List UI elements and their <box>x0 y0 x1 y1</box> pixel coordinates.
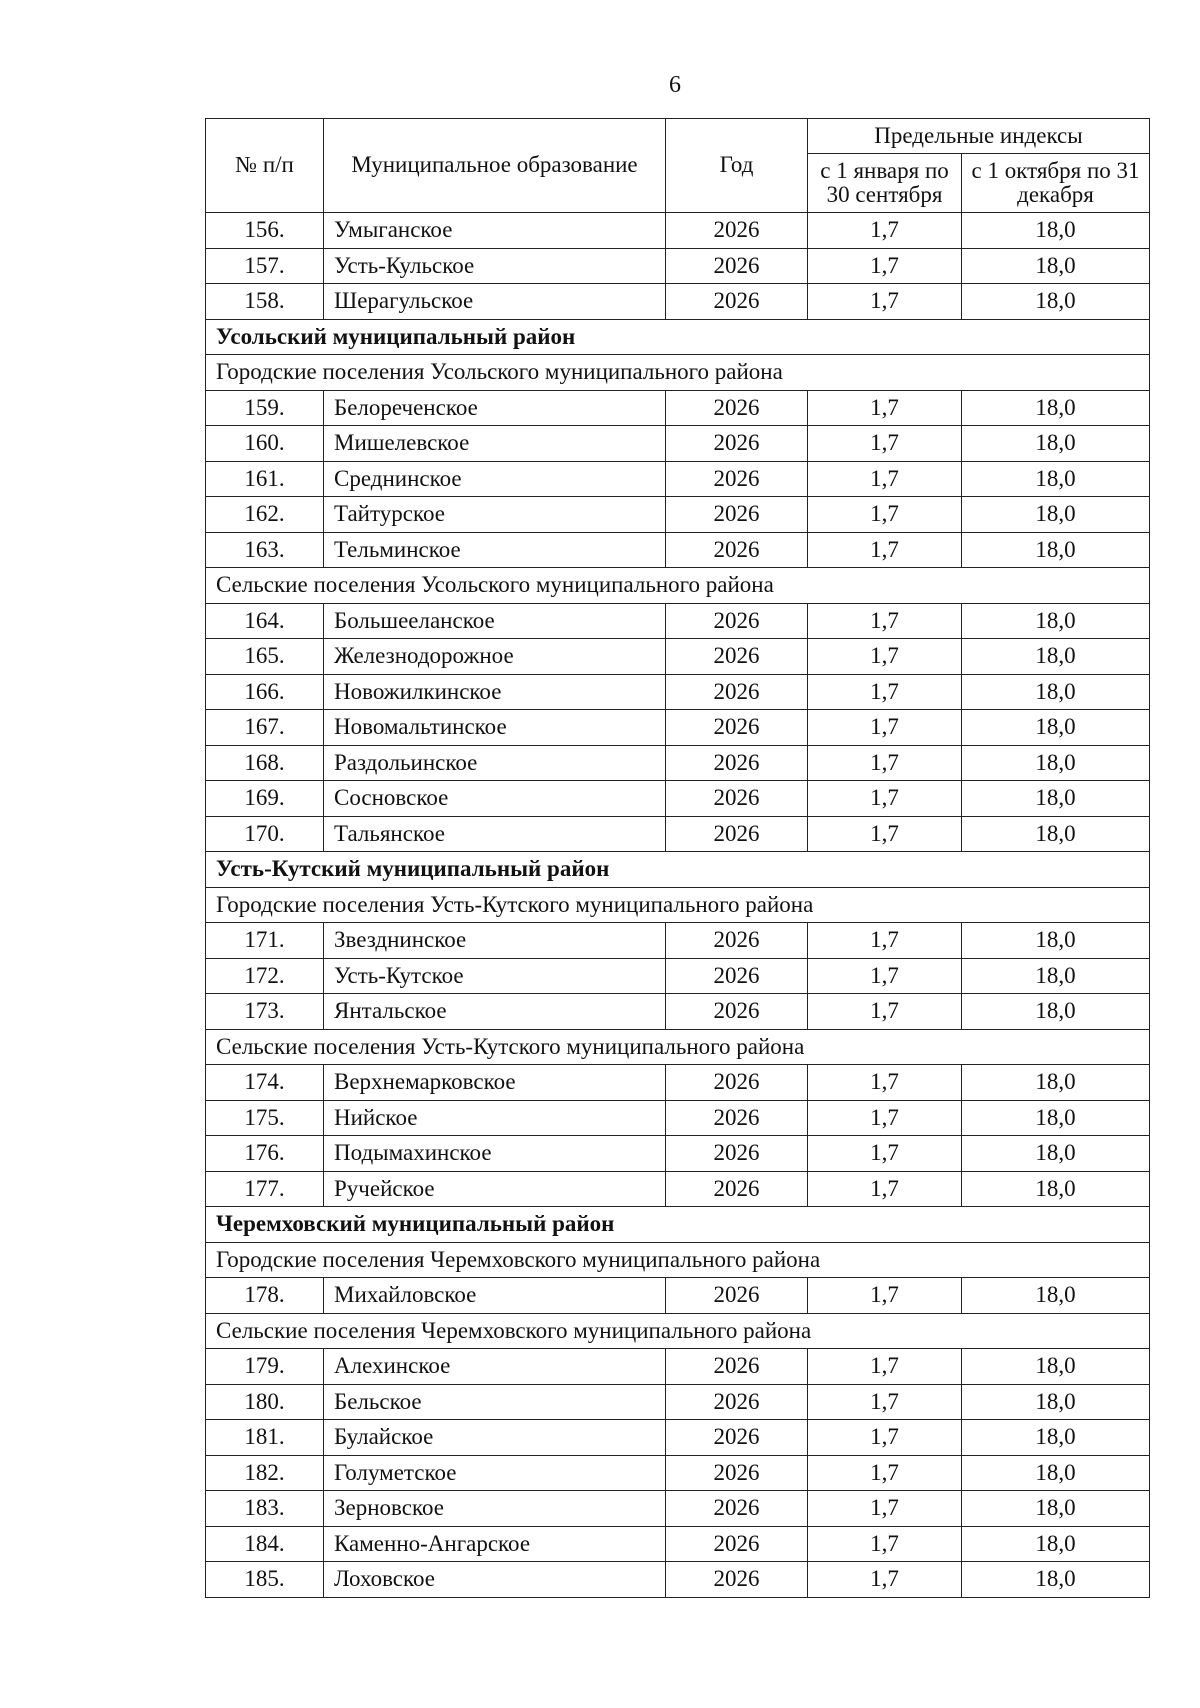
cell-year: 2026 <box>666 710 808 746</box>
cell-municipality: Звезднинское <box>324 923 666 959</box>
cell-num: 162. <box>206 497 324 533</box>
cell-index-q1-q3: 1,7 <box>808 1349 962 1385</box>
cell-num: 184. <box>206 1526 324 1562</box>
cell-num: 166. <box>206 674 324 710</box>
cell-municipality: Усть-Кульское <box>324 248 666 284</box>
cell-index-q1-q3: 1,7 <box>808 745 962 781</box>
cell-index-q4: 18,0 <box>962 1562 1150 1598</box>
cell-index-q1-q3: 1,7 <box>808 1384 962 1420</box>
cell-num: 167. <box>206 710 324 746</box>
cell-municipality: Новожилкинское <box>324 674 666 710</box>
cell-index-q1-q3: 1,7 <box>808 781 962 817</box>
cell-year: 2026 <box>666 1491 808 1527</box>
page-number: 6 <box>669 72 681 98</box>
cell-index-q4: 18,0 <box>962 1526 1150 1562</box>
cell-index-q4: 18,0 <box>962 1171 1150 1207</box>
header-period-1: с 1 января по 30 сентября <box>808 154 962 213</box>
cell-index-q4: 18,0 <box>962 958 1150 994</box>
cell-year: 2026 <box>666 1562 808 1598</box>
cell-num: 178. <box>206 1278 324 1314</box>
cell-municipality: Подымахинское <box>324 1136 666 1172</box>
cell-index-q4: 18,0 <box>962 248 1150 284</box>
cell-index-q4: 18,0 <box>962 674 1150 710</box>
cell-year: 2026 <box>666 781 808 817</box>
cell-index-q1-q3: 1,7 <box>808 958 962 994</box>
cell-index-q1-q3: 1,7 <box>808 923 962 959</box>
cell-year: 2026 <box>666 816 808 852</box>
cell-year: 2026 <box>666 1100 808 1136</box>
cell-index-q4: 18,0 <box>962 461 1150 497</box>
cell-num: 183. <box>206 1491 324 1527</box>
cell-num: 174. <box>206 1065 324 1101</box>
cell-index-q1-q3: 1,7 <box>808 1171 962 1207</box>
cell-num: 177. <box>206 1171 324 1207</box>
cell-year: 2026 <box>666 497 808 533</box>
cell-municipality: Тельминское <box>324 532 666 568</box>
cell-municipality: Мишелевское <box>324 426 666 462</box>
cell-index-q1-q3: 1,7 <box>808 461 962 497</box>
cell-num: 185. <box>206 1562 324 1598</box>
cell-municipality: Голуметское <box>324 1455 666 1491</box>
indices-table <box>205 118 1150 1598</box>
cell-index-q4: 18,0 <box>962 745 1150 781</box>
table-row <box>206 461 1150 497</box>
cell-index-q1-q3: 1,7 <box>808 710 962 746</box>
cell-index-q1-q3: 1,7 <box>808 1136 962 1172</box>
cell-index-q4: 18,0 <box>962 1349 1150 1385</box>
cell-year: 2026 <box>666 1278 808 1314</box>
cell-num: 156. <box>206 213 324 249</box>
district-row <box>206 319 1150 355</box>
cell-index-q4: 18,0 <box>962 1100 1150 1136</box>
cell-municipality: Сосновское <box>324 781 666 817</box>
cell-municipality: Михайловское <box>324 1278 666 1314</box>
cell-municipality: Булайское <box>324 1420 666 1456</box>
cell-num: 179. <box>206 1349 324 1385</box>
cell-municipality: Алехинское <box>324 1349 666 1385</box>
settlement-group-row <box>206 1313 1150 1349</box>
cell-num: 171. <box>206 923 324 959</box>
cell-year: 2026 <box>666 1526 808 1562</box>
settlement-group-row <box>206 887 1150 923</box>
table-row <box>206 497 1150 533</box>
cell-num: 170. <box>206 816 324 852</box>
cell-num: 160. <box>206 426 324 462</box>
table-header <box>206 119 1150 213</box>
cell-num: 157. <box>206 248 324 284</box>
cell-municipality: Среднинское <box>324 461 666 497</box>
cell-index-q4: 18,0 <box>962 426 1150 462</box>
cell-index-q1-q3: 1,7 <box>808 816 962 852</box>
cell-index-q1-q3: 1,7 <box>808 639 962 675</box>
cell-index-q1-q3: 1,7 <box>808 1455 962 1491</box>
table-row <box>206 213 1150 249</box>
cell-index-q1-q3: 1,7 <box>808 1562 962 1598</box>
cell-num: 169. <box>206 781 324 817</box>
cell-index-q1-q3: 1,7 <box>808 1278 962 1314</box>
cell-num: 181. <box>206 1420 324 1456</box>
table-row <box>206 1349 1150 1385</box>
settlement-group-row <box>206 355 1150 391</box>
cell-num: 180. <box>206 1384 324 1420</box>
table-row <box>206 1136 1150 1172</box>
cell-index-q4: 18,0 <box>962 1455 1150 1491</box>
cell-municipality: Зерновское <box>324 1491 666 1527</box>
cell-year: 2026 <box>666 390 808 426</box>
cell-year: 2026 <box>666 213 808 249</box>
table-row <box>206 1278 1150 1314</box>
cell-num: 168. <box>206 745 324 781</box>
table-row <box>206 1100 1150 1136</box>
cell-index-q4: 18,0 <box>962 923 1150 959</box>
cell-index-q1-q3: 1,7 <box>808 1491 962 1527</box>
cell-year: 2026 <box>666 248 808 284</box>
cell-year: 2026 <box>666 745 808 781</box>
cell-municipality: Нийское <box>324 1100 666 1136</box>
cell-year: 2026 <box>666 923 808 959</box>
cell-index-q1-q3: 1,7 <box>808 603 962 639</box>
cell-index-q1-q3: 1,7 <box>808 1420 962 1456</box>
cell-municipality: Раздольинское <box>324 745 666 781</box>
cell-index-q1-q3: 1,7 <box>808 497 962 533</box>
district-row <box>206 852 1150 888</box>
cell-municipality: Тайтурское <box>324 497 666 533</box>
cell-index-q4: 18,0 <box>962 497 1150 533</box>
cell-index-q1-q3: 1,7 <box>808 532 962 568</box>
table-row <box>206 816 1150 852</box>
settlement-group-row <box>206 1029 1150 1065</box>
table-row <box>206 1384 1150 1420</box>
cell-num: 172. <box>206 958 324 994</box>
cell-year: 2026 <box>666 603 808 639</box>
cell-municipality: Верхнемарковское <box>324 1065 666 1101</box>
cell-year: 2026 <box>666 1420 808 1456</box>
cell-index-q4: 18,0 <box>962 1065 1150 1101</box>
district-title: Усть-Кутский муниципальный район <box>206 852 1150 888</box>
district-title: Черемховский муниципальный район <box>206 1207 1150 1243</box>
cell-year: 2026 <box>666 1349 808 1385</box>
cell-num: 159. <box>206 390 324 426</box>
cell-index-q4: 18,0 <box>962 213 1150 249</box>
cell-index-q4: 18,0 <box>962 284 1150 320</box>
table-row <box>206 1455 1150 1491</box>
cell-municipality: Янтальское <box>324 994 666 1030</box>
cell-index-q4: 18,0 <box>962 1420 1150 1456</box>
cell-num: 175. <box>206 1100 324 1136</box>
cell-index-q4: 18,0 <box>962 1384 1150 1420</box>
table-row <box>206 674 1150 710</box>
table-row <box>206 284 1150 320</box>
table-row <box>206 1562 1150 1598</box>
cell-num: 158. <box>206 284 324 320</box>
cell-municipality: Усть-Кутское <box>324 958 666 994</box>
cell-index-q4: 18,0 <box>962 710 1150 746</box>
cell-index-q4: 18,0 <box>962 532 1150 568</box>
header-municipality: Муниципальное образование <box>324 119 666 213</box>
cell-year: 2026 <box>666 639 808 675</box>
settlement-group-title: Городские поселения Усольского муниципального района <box>206 355 1150 391</box>
cell-municipality: Лоховское <box>324 1562 666 1598</box>
cell-year: 2026 <box>666 532 808 568</box>
table-row <box>206 958 1150 994</box>
cell-index-q1-q3: 1,7 <box>808 213 962 249</box>
cell-year: 2026 <box>666 1455 808 1491</box>
settlement-group-title: Сельские поселения Усольского муниципального района <box>206 568 1150 604</box>
settlement-group-row <box>206 1242 1150 1278</box>
table-row <box>206 603 1150 639</box>
cell-num: 161. <box>206 461 324 497</box>
cell-num: 176. <box>206 1136 324 1172</box>
cell-year: 2026 <box>666 1384 808 1420</box>
cell-year: 2026 <box>666 461 808 497</box>
cell-index-q1-q3: 1,7 <box>808 1100 962 1136</box>
cell-index-q1-q3: 1,7 <box>808 1526 962 1562</box>
cell-index-q4: 18,0 <box>962 994 1150 1030</box>
cell-num: 163. <box>206 532 324 568</box>
table-row <box>206 745 1150 781</box>
table-row <box>206 1171 1150 1207</box>
cell-index-q4: 18,0 <box>962 603 1150 639</box>
district-row <box>206 1207 1150 1243</box>
cell-num: 173. <box>206 994 324 1030</box>
settlement-group-row <box>206 568 1150 604</box>
table-row <box>206 426 1150 462</box>
cell-index-q1-q3: 1,7 <box>808 1065 962 1101</box>
table-row <box>206 994 1150 1030</box>
cell-index-q1-q3: 1,7 <box>808 248 962 284</box>
table-row <box>206 923 1150 959</box>
table-row <box>206 1065 1150 1101</box>
cell-year: 2026 <box>666 1136 808 1172</box>
cell-year: 2026 <box>666 958 808 994</box>
cell-year: 2026 <box>666 994 808 1030</box>
header-num: № п/п <box>206 119 324 213</box>
cell-index-q4: 18,0 <box>962 1491 1150 1527</box>
cell-num: 182. <box>206 1455 324 1491</box>
cell-index-q1-q3: 1,7 <box>808 426 962 462</box>
table-body <box>206 213 1150 1598</box>
table-row <box>206 1420 1150 1456</box>
cell-index-q1-q3: 1,7 <box>808 390 962 426</box>
cell-municipality: Белореченское <box>324 390 666 426</box>
cell-municipality: Шерагульское <box>324 284 666 320</box>
settlement-group-title: Сельские поселения Усть-Кутского муниципального района <box>206 1029 1150 1065</box>
table-row <box>206 781 1150 817</box>
table-row <box>206 1491 1150 1527</box>
settlement-group-title: Городские поселения Черемховского муниципального района <box>206 1242 1150 1278</box>
cell-year: 2026 <box>666 284 808 320</box>
header-limits: Предельные индексы <box>808 119 1150 154</box>
district-title: Усольский муниципальный район <box>206 319 1150 355</box>
table-row <box>206 248 1150 284</box>
settlement-group-title: Сельские поселения Черемховского муниципального района <box>206 1313 1150 1349</box>
cell-index-q1-q3: 1,7 <box>808 994 962 1030</box>
cell-year: 2026 <box>666 1171 808 1207</box>
cell-municipality: Тальянское <box>324 816 666 852</box>
table-row <box>206 639 1150 675</box>
cell-num: 164. <box>206 603 324 639</box>
settlement-group-title: Городские поселения Усть-Кутского муниципального района <box>206 887 1150 923</box>
table-row <box>206 390 1150 426</box>
cell-index-q4: 18,0 <box>962 1136 1150 1172</box>
table-row <box>206 532 1150 568</box>
cell-year: 2026 <box>666 1065 808 1101</box>
cell-index-q4: 18,0 <box>962 1278 1150 1314</box>
cell-municipality: Большееланское <box>324 603 666 639</box>
cell-year: 2026 <box>666 426 808 462</box>
cell-municipality: Ручейское <box>324 1171 666 1207</box>
cell-municipality: Бельское <box>324 1384 666 1420</box>
header-period-2: с 1 октября по 31 декабря <box>962 154 1150 213</box>
cell-municipality: Каменно-Ангарское <box>324 1526 666 1562</box>
cell-index-q4: 18,0 <box>962 639 1150 675</box>
cell-municipality: Новомальтинское <box>324 710 666 746</box>
cell-index-q1-q3: 1,7 <box>808 674 962 710</box>
table-row <box>206 710 1150 746</box>
cell-index-q4: 18,0 <box>962 816 1150 852</box>
cell-index-q1-q3: 1,7 <box>808 284 962 320</box>
cell-index-q4: 18,0 <box>962 781 1150 817</box>
cell-num: 165. <box>206 639 324 675</box>
cell-municipality: Железнодорожное <box>324 639 666 675</box>
cell-index-q4: 18,0 <box>962 390 1150 426</box>
table-row <box>206 1526 1150 1562</box>
header-year: Год <box>666 119 808 213</box>
cell-municipality: Умыганское <box>324 213 666 249</box>
cell-year: 2026 <box>666 674 808 710</box>
